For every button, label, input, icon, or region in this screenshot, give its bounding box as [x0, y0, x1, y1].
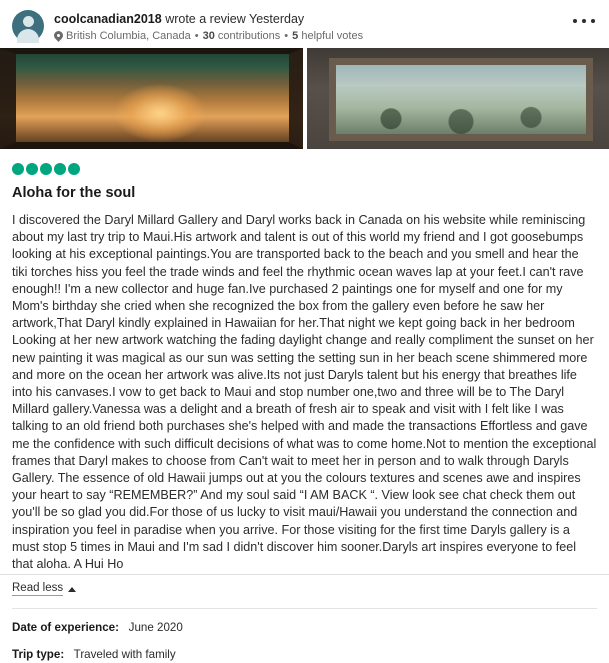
- avatar-body-shape: [17, 29, 39, 43]
- rating-bubble-4: [54, 163, 66, 175]
- reviewer-line: [54, 11, 363, 27]
- caret-up-icon: [68, 587, 76, 592]
- reviewer-username[interactable]: coolcanadian2018: [54, 12, 162, 26]
- rating-bubble-5: [68, 163, 80, 175]
- map-pin-icon: [54, 31, 63, 42]
- trip-type-label: Trip type:: [12, 648, 64, 661]
- review-title: Aloha for the soul: [12, 184, 597, 202]
- helpful-votes-count: 5: [292, 29, 298, 44]
- read-less-button[interactable]: [12, 582, 76, 596]
- photo-framed-palm-painting[interactable]: [307, 48, 609, 149]
- read-less-label: Read less: [12, 582, 63, 596]
- avatar[interactable]: [12, 10, 44, 42]
- date-of-experience-value: June 2020: [129, 621, 183, 634]
- meta-separator-1: •: [195, 29, 199, 44]
- trip-type: [12, 647, 597, 663]
- date-of-experience: [12, 620, 597, 636]
- review-text: I discovered the Daryl Millard Gallery and Daryl works back in Canada on his website while reminiscing about my last try trip to Maui.His artwork and talent is out of this world my friend and I got goosebumps looking at his exceptional paintings.You are transported back to the beach and you smell and hear the tiki torches hiss you feel the trade winds and feel the rhythmic ocean waves lap at your feet.I can't rave enough!! I'm a new collector and huge fan.Ive purchased 2 paintings one for myself and one for my Mom's birthday she cried when she recognized the box from the gallery even before he saw her artwork,That Daryl kindly explained in Hawaiian for her.That night we kept going back in her bedroom Looking at her new artwork watching the fading daylight change and really compliment the sunset on her new painting it was magical as our sun was setting the setting sun in her beach scene shimmered more and more on the ocean her artwork was alive.Its not just Daryls talent but his energy that breathes life into his canvases.I vow to get back to Maui and stop number one,two and three will be to The Daryl Millard gallery.Vanessa was a delight and a breath of fresh air to speak and visit with I felt like I was talking to an old friend both purchases she's helped with and made the transactions Effortless and gave me the confidence with such difficult decisions of what was to come home.Not to mention the exceptional frames that Daryl makes to choose from Can't wait to meet her in person and to walk through Daryls Gallery. The essence of old Hawaii jumps out at you the colours textures and scenes awe and inspires your heart to say “REMEMBER?” And my soul said “I AM BACK “. View look see chat check them out you'll be so glad you did.For those of us lucky to visit maui/Hawaii you understand the connection and inspiration you feel in paradise when you arrive. For those visiting for the first time Daryls gallery is a must stop 5 times in Maui and I'm sad I didn't discover him sooner.Daryls art inspires everyone to feel that aloha. A Hui Ho: [12, 212, 597, 573]
- ellipsis-dot-1: [573, 19, 577, 23]
- reviewer-info: [54, 10, 363, 44]
- reviewer-location: British Columbia, Canada: [66, 29, 191, 44]
- review-action-text: wrote a review Yesterday: [165, 12, 304, 26]
- helpful-votes-label: helpful votes: [301, 29, 363, 44]
- reviewer-meta: [54, 29, 363, 44]
- ellipsis-dot-2: [582, 19, 586, 23]
- avatar-head-shape: [23, 16, 34, 27]
- date-of-experience-label: Date of experience:: [12, 621, 119, 634]
- contributions-count: 30: [203, 29, 215, 44]
- contributions-label: contributions: [218, 29, 280, 44]
- meta-separator-2: •: [284, 29, 288, 44]
- review-photo-gallery: [0, 48, 609, 149]
- ellipsis-dot-3: [591, 19, 595, 23]
- trip-type-value: Traveled with family: [74, 648, 176, 661]
- photo-artwork: [336, 65, 587, 134]
- photo-sunset-painting[interactable]: [0, 48, 303, 149]
- rating-bubble-2: [26, 163, 38, 175]
- ellipsis-icon[interactable]: [571, 12, 597, 30]
- rating-bubble-1: [12, 163, 24, 175]
- rating-bubble-3: [40, 163, 52, 175]
- review-header: [0, 0, 609, 48]
- review-body: [0, 163, 609, 663]
- photo-frame-matte: [329, 58, 594, 141]
- section-divider: [12, 608, 597, 609]
- rating-bubbles: [12, 163, 597, 175]
